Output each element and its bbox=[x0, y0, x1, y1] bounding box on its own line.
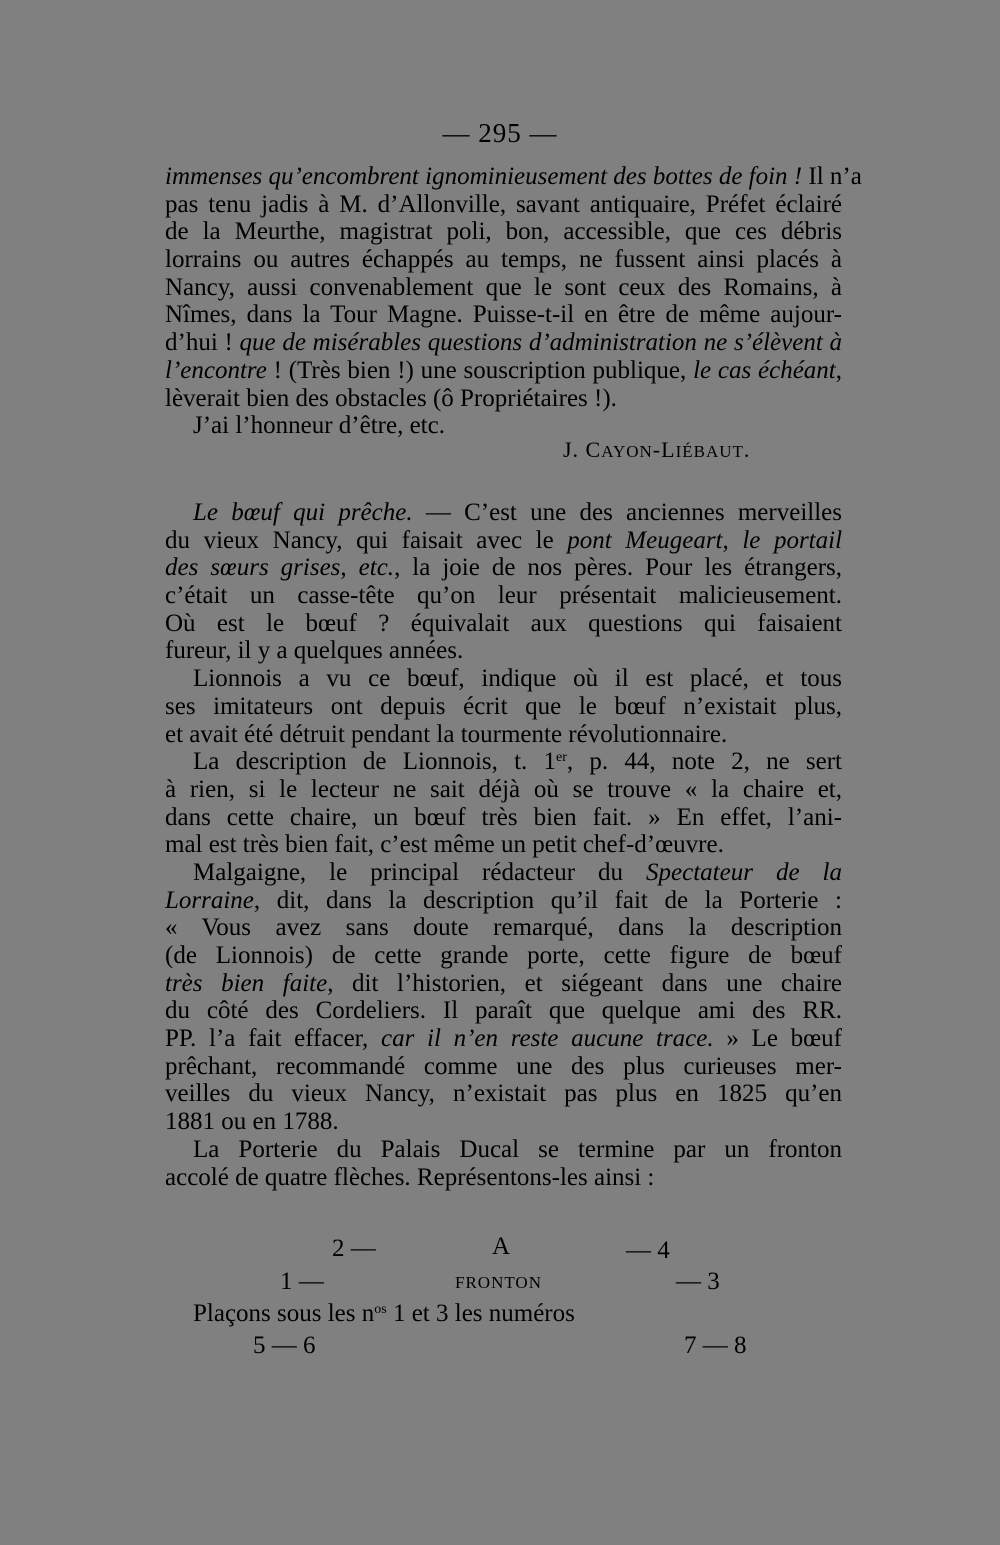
signature bbox=[563, 437, 750, 463]
signature-text: J. CAYON-LIÉBAUT. bbox=[563, 437, 751, 462]
text-line: et avait été détruit pendant la tourmente révolutionnaire. bbox=[165, 720, 728, 748]
text-line: La description de Lionnois, t. 1er, p. 44, note 2, ne sert bbox=[193, 748, 842, 776]
text-line: PP. l’a fait effacer, car il n’en reste aucune trace. » Le bœuf bbox=[165, 1025, 843, 1053]
text-line: du vieux Nancy, qui faisait avec le pont Meugeart, le portail bbox=[165, 526, 843, 554]
letter-paragraph bbox=[165, 163, 862, 440]
text-line: accolé de quatre flèches. Représentons-les ainsi : bbox=[165, 1163, 655, 1191]
diagram-label-2: 2 — bbox=[332, 1235, 376, 1262]
text-line: J’ai l’honneur d’être, etc. bbox=[193, 412, 445, 440]
text-line: lèverait bien des obstacles (ô Propriétaires !). bbox=[165, 384, 617, 412]
text-line: du côté des Cordeliers. Il paraît que quelque ami des RR. bbox=[165, 997, 842, 1025]
text-line: veilles du vieux Nancy, n’existait pas plus en 1825 qu’en bbox=[165, 1080, 842, 1108]
diagram-label-a: A bbox=[492, 1233, 511, 1260]
text-line: Lorraine, dit, dans la description qu’il fait de la Porterie : bbox=[165, 886, 842, 914]
text-line: des sœurs grises, etc., la joie de nos pères. Pour les étrangers, bbox=[165, 554, 843, 582]
text-line: Malgaigne, le principal rédacteur du Spectateur de la bbox=[193, 858, 842, 886]
text-line: dans cette chaire, un bœuf très bien fait. » En effet, l’ani- bbox=[165, 803, 842, 831]
text-line: (de Lionnois) de cette grande porte, cette figure de bœuf bbox=[165, 942, 842, 969]
diagram-label-5-6: 5 — 6 bbox=[253, 1332, 316, 1359]
text-line: Le bœuf qui prêche. — C’est une des anciennes merveilles bbox=[193, 499, 842, 526]
text-line: très bien faite, dit l’historien, et siégeant dans une chaire bbox=[165, 969, 842, 997]
text-line: fureur, il y a quelques années. bbox=[165, 637, 464, 665]
text-line: ses imitateurs ont depuis écrit que le bœuf n’existait plus, bbox=[165, 692, 842, 720]
text-line: Nancy, aussi convenablement que le sont ceux des Romains, à bbox=[165, 273, 842, 301]
text-line: Lionnois a vu ce bœuf, indique où il est placé, et tous bbox=[193, 665, 842, 693]
text-line: mal est très bien fait, c’est même un petit chef-d’œuvre. bbox=[165, 831, 724, 859]
diagram-label-4: — 4 bbox=[626, 1237, 670, 1264]
article-body bbox=[165, 499, 842, 1191]
text-line: pas tenu jadis à M. d’Allonville, savant antiquaire, Préfet éclairé bbox=[165, 190, 842, 218]
diagram-caption: Plaçons sous les $n^{os}$ 1 et 3 les numéros bbox=[193, 1300, 575, 1327]
text-line: à rien, si le lecteur ne sait déjà où se trouve « la chaire et, bbox=[165, 775, 842, 803]
text-line: c’était un casse-tête qu’on leur présentait malicieusement. bbox=[165, 582, 842, 610]
text-line: l’encontre ! (Très bien !) une souscription publique, le cas échéant, bbox=[165, 356, 842, 384]
text-line: Nîmes, dans la Tour Magne. Puisse-t-il en être de même aujour- bbox=[165, 301, 842, 329]
diagram-label-1: 1 — bbox=[280, 1268, 324, 1295]
text-line: prêchant, recommandé comme une des plus curieuses mer- bbox=[165, 1052, 842, 1080]
text-line: lorrains ou autres échappés au temps, ne fussent ainsi placés à bbox=[165, 246, 842, 274]
diagram-label-fronton: FRONTON bbox=[455, 1273, 542, 1292]
text-line: 1881 ou en 1788. bbox=[165, 1108, 339, 1136]
text-line: Où est le bœuf ? équivalait aux questions qui faisaient bbox=[165, 609, 842, 637]
diagram-label-7-8: 7 — 8 bbox=[684, 1332, 747, 1359]
text-line: « Vous avez sans doute remarqué, dans la description bbox=[165, 914, 842, 942]
text-line: de la Meurthe, magistrat poli, bon, accessible, que ces débris bbox=[165, 218, 842, 246]
diagram-label-3: — 3 bbox=[676, 1268, 720, 1295]
text-line: d’hui ! que de misérables questions d’administration ne s’élèvent à bbox=[165, 329, 842, 357]
text-line: La Porterie du Palais Ducal se termine par un fronton bbox=[193, 1135, 842, 1163]
page-number: — 295 — bbox=[442, 118, 558, 148]
text-line: immenses qu’encombrent ignominieusement des bottes de foin ! Il n’a bbox=[165, 163, 862, 190]
